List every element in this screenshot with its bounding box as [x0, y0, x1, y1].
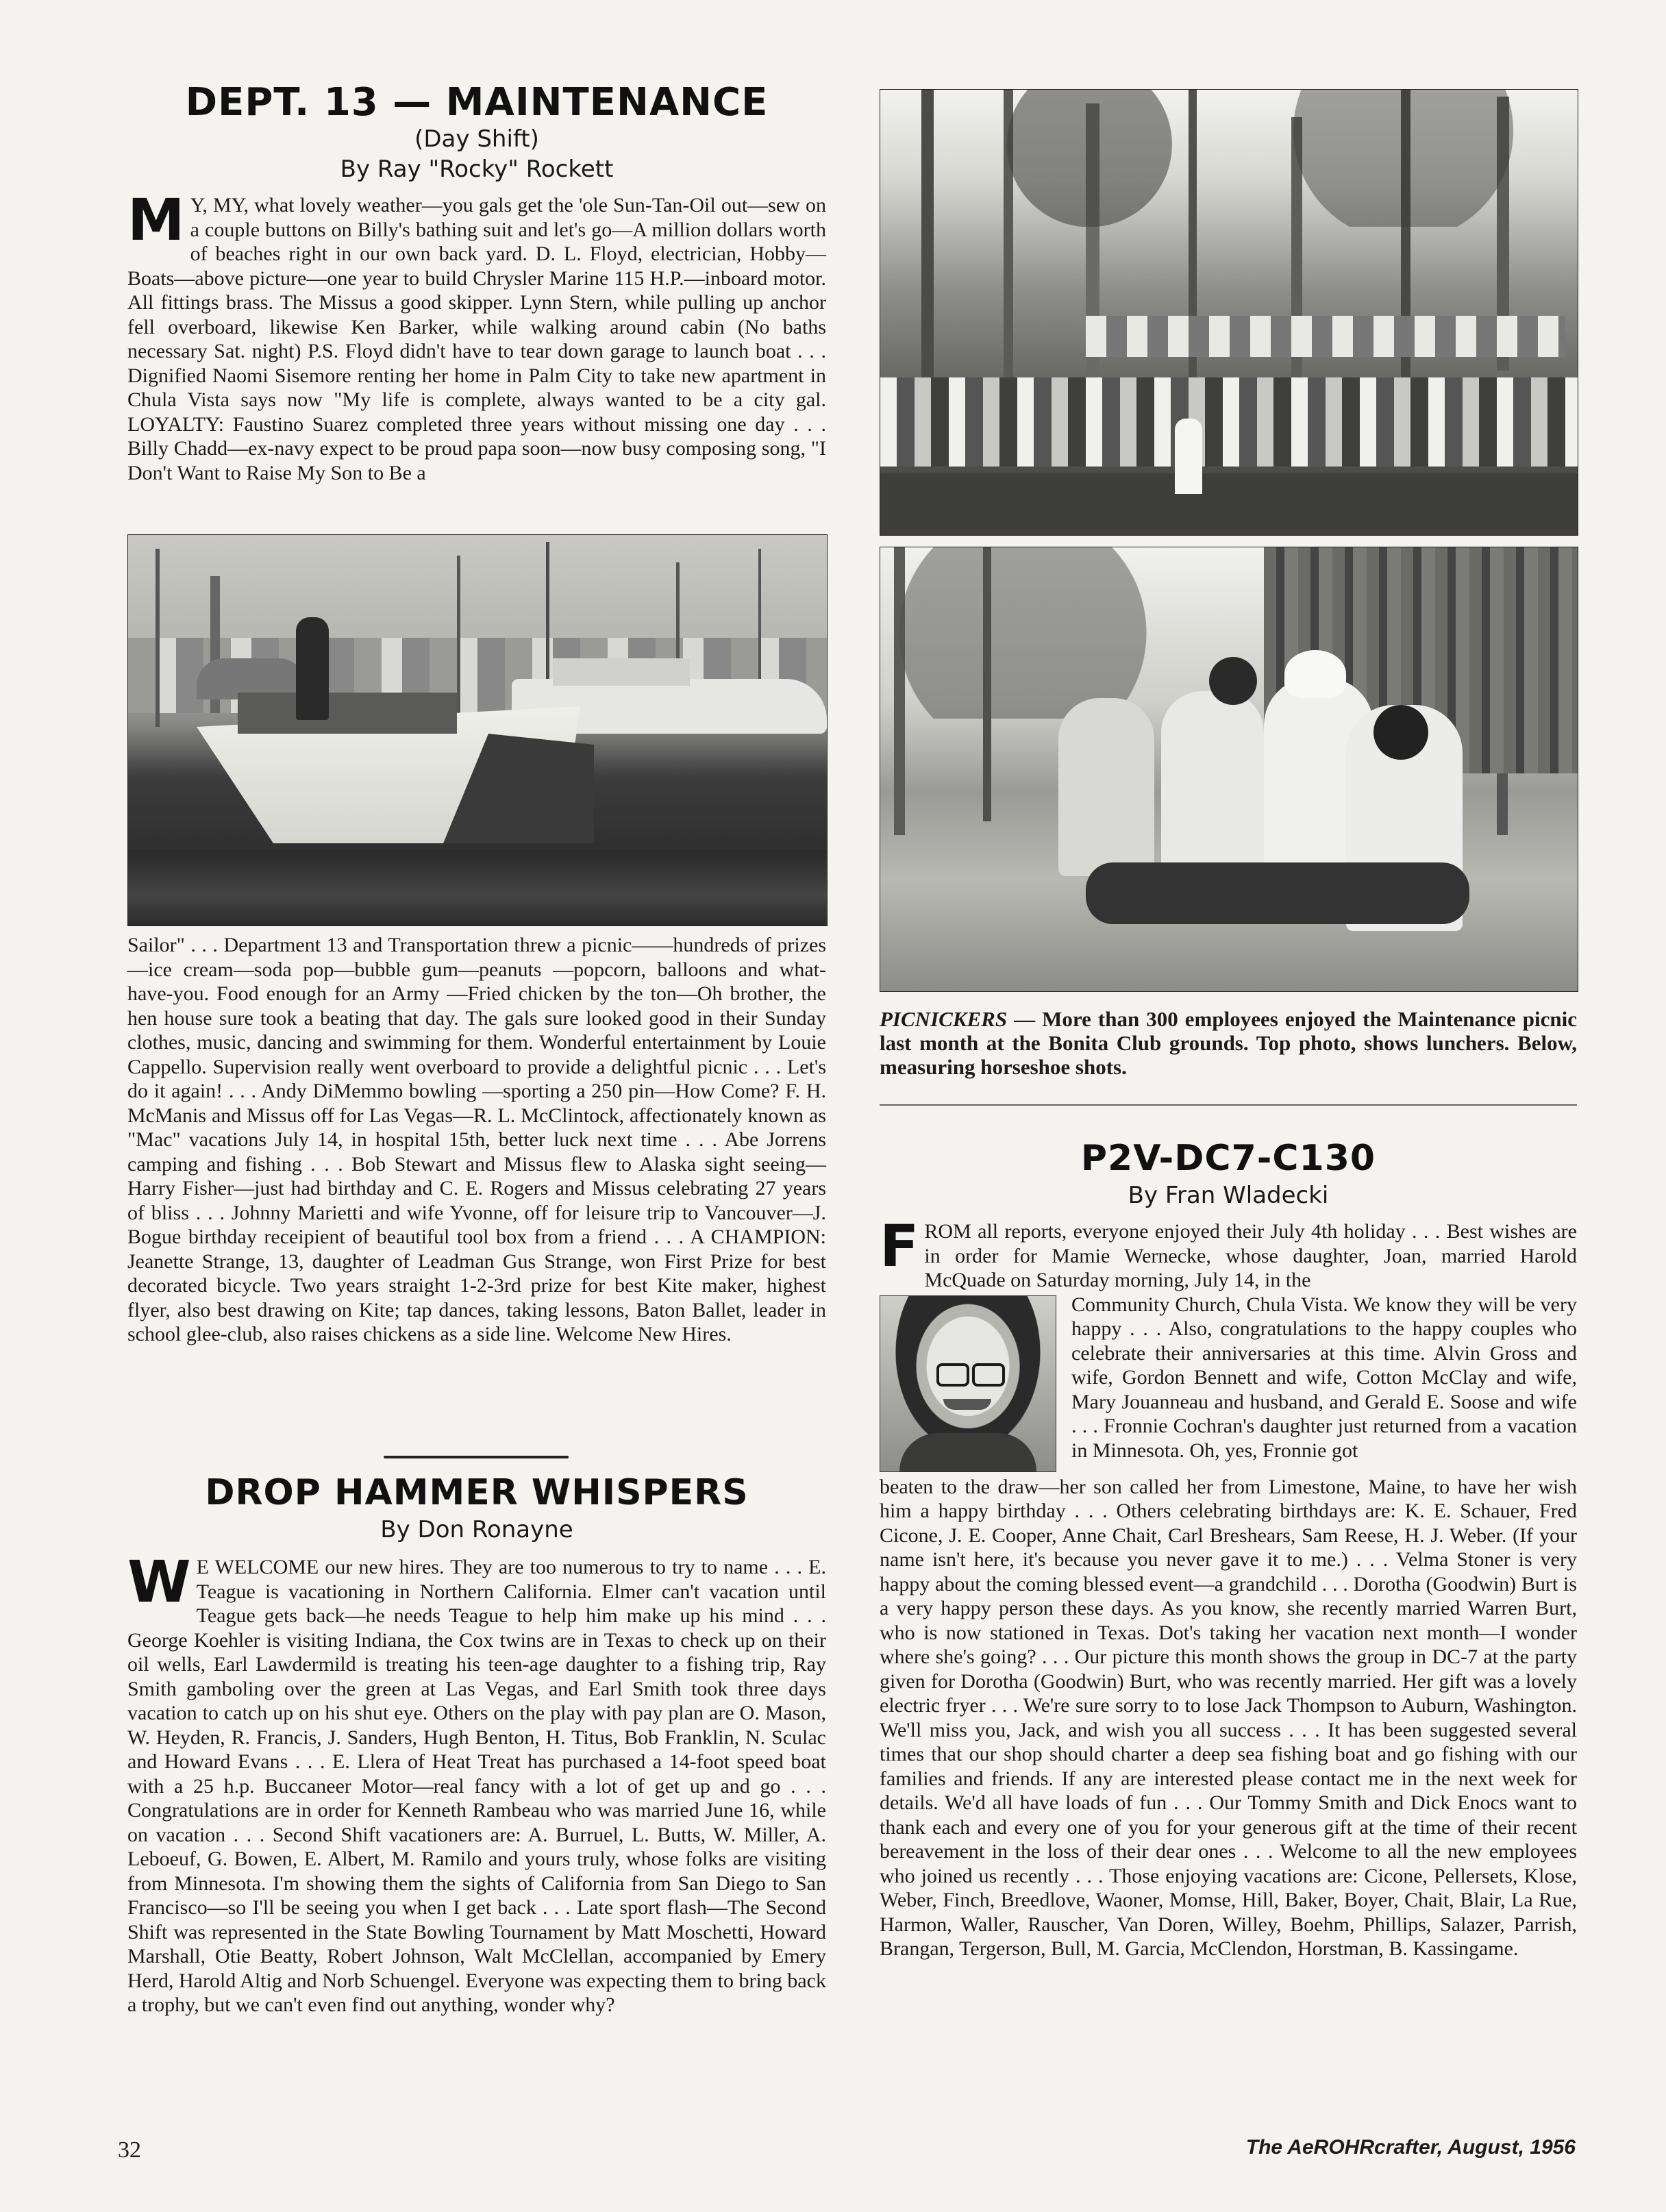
article-title: DEPT. 13 — MAINTENANCE — [185, 80, 769, 125]
article-paragraph: ROM all reports, everyone enjoyed their July 4th holiday . . . Best wishes are in order for Mamie Wernecke, whose daughter, Joan, married Harold McQuade on Saturday morning, July 14, in the — [924, 1220, 1577, 1291]
article-paragraph: Community Church, Chula Vista. We know they will be very happy . . . Also, congratulations to the happy couples who celebrate their anniversaries at this time. Alvin Gross and wife, Gordon Bennett and wife, Cotton McClay and wife, Mary Jouanneau and husband, and Gerald E. Soose and wife . . . Fronnie Cochran's daughter just returned from a vacation in Minnesota. Oh, yes, Fronnie got — [1071, 1293, 1577, 1462]
article-body — [880, 1213, 1577, 1293]
article-paragraph: Sailor" . . . Department 13 and Transportation threw a picnic——hundreds of prizes—ice cream—soda pop—bubble gum—peanuts —popcorn, balloons and what-have-you. Food enough for an Army —Fried chicken by the ton—Oh brother, the hen house sure took a beating that day. The gals sure looked good in their Sunday clothes, music, dancing and swimming for them. Wonderful entertainment by Louie Cappello. Supervision really went overboard to provide a delightful picnic . . . Let's do it again! . . . Andy DiMemmo bowling —sporting a 250 pin—How Come? F. H. McManis and Missus off for Las Vegas—R. L. McClintock, affectionately known as "Mac" vacations July 14, in hospital 15th, better luck next time . . . Abe Jorrens camping and fishing . . . Bob Stewart and Missus flew to Alaska sight seeing—Harry Fisher—just had birthday and C. E. Rogers and Missus celebrating 27 years of bliss . . . Johnny Marietti and wife Yvonne, off for leisure trip to Vancouver—J. Bogue birthday receipient of beautiful tool box from a friend . . . A CHAMPION: Jeanette Strange, 13, daughter of Leadman Gus Strange, won First Prize for best decorated bicycle. Two years straight 1-2-3rd prize for best Kite maker, highest flyer, also best drawing on Kite; tap dances, taking lessons, Baton Ballet, leader in school glee-club, also raises chickens as a side line. Welcome New Hires. — [127, 934, 826, 1345]
drop-cap: W — [127, 1548, 191, 1615]
article-dept13 — [127, 81, 826, 485]
article-byline: By Ray "Rocky" Rockett — [340, 156, 614, 183]
drop-cap: F — [880, 1213, 919, 1280]
article-byline: By Fran Wladecki — [1128, 1182, 1329, 1209]
article-p2v — [880, 1137, 1577, 1961]
section-divider — [880, 1104, 1577, 1106]
caption-text: — More than 300 employees enjoyed the Maintenance picnic last month at the Bonita Club grounds. Top photo, shows lunchers. Below, measuring horseshoe shots. — [880, 1007, 1577, 1079]
article-title: DROP HAMMER WHISPERS — [205, 1472, 749, 1513]
article-subtitle: (Day Shift) — [414, 125, 539, 153]
article-byline: By Don Ronayne — [380, 1516, 573, 1543]
article-paragraph: E WELCOME our new hires. They are too numerous to try to name . . . E. Teague is vacationing in Northern California. Elmer can't vacation until Teague gets back—he needs Teague to help him make up his mind . . . George Koehler is visiting Indiana, the Cox twins are in Texas to check up on their oil wells, Earl Lawdermild is treating his teen-age daughter to a fishing trip, Ray Smith gamboling over the green at Las Vegas, and Earl Smith took three days vacation to catch up on his shut eye. Others on the play with pay plan are O. Mason, W. Heyden, R. Francis, J. Sanders, Hugh Benton, H. Titus, Bob Franklin, N. Sculac and Howard Evans . . . E. Llera of Heat Treat has purchased a 14-foot speed boat with a 25 h.p. Buccaneer Motor—real fancy with a lot of get up and go . . . Congratulations are in order for Kenneth Rambeau who was married June 16, while on vacation . . . Second Shift vacationers are: A. Burruel, L. Butts, W. Miller, A. Leboeuf, G. Bowen, E. Albert, M. Ramilo and yours truly, whose folks are visiting from Minnesota. I'm showing them the sights of California from San Diego to San Francisco—so I'll be seeing you when I get back . . . Late sport flash—The Second Shift was represented in the State Bowling Tournament by Matt Moschetti, Howard Marshall, Otie Beatty, Robert Johnson, Walt McClellan, accompanied by Emery Herd, Harold Altig and Norb Schuengel. Everyone was expecting them to bring back a trophy, but we can't even find out anything, wonder why? — [127, 1556, 826, 2016]
publication-footer: The AeROHRcrafter, August, 1956 — [1245, 2136, 1576, 2159]
boat-photo — [127, 534, 828, 926]
drop-cap: M — [127, 186, 185, 253]
section-divider — [384, 1456, 569, 1458]
article-body — [127, 186, 826, 485]
article-drop-hammer — [127, 1471, 826, 2017]
author-portrait — [880, 1295, 1056, 1472]
article-paragraph: Y, MY, what lovely weather—you gals get the 'ole Sun-Tan-Oil out—sew on a couple buttons on Billy's bathing suit and let's go—A million dollars worth of beaches right in our own back yard. D. L. Floyd, electrician, Hobby—Boats—above picture—one year to build Chrysler Marine 115 H.P.—inboard motor. All fittings brass. The Missus a good skipper. Lynn Stern, while pulling up anchor fell overboard, likewise Ken Barker, while walking around cabin (No baths necessary Sat. night) P.S. Floyd didn't have to tear down garage to launch boat . . . Dignified Naomi Sisemore renting her home in Palm City to take new apartment in Chula Vista says now "My life is complete, always wanted to be a city gal. LOYALTY: Faustino Suarez completed three years without missing one day . . . Billy Chadd—ex-navy expect to be proud papa soon—now busy composing song, "I Don't Want to Raise My Son to Be a — [127, 194, 826, 484]
article-body — [127, 1548, 826, 2017]
picnic-horseshoe-photo — [880, 547, 1578, 992]
article-paragraph: beaten to the draw—her son called her from Limestone, Maine, to have her wish him a happy birthday . . . Others celebrating birthdays are: K. E. Schauer, Fred Cicone, J. E. Cooper, Anne Chait, Carl Breshears, Sam Reese, H. J. Weber. (If your name isn't here, it's because you never gave it to me.) . . . Velma Stoner is very happy about the coming blessed event—a grandchild . . . Dorotha (Goodwin) Burt is a very happy person these days. As you know, she recently married Warren Burt, who is now stationed in Texas. Dot's taking her vacation next month—I wonder where she's going? . . . Our picture this month shows the group in DC-7 at the party given for Dorotha (Goodwin) Burt, who was recently married. Her gift was a lovely electric fryer . . . We're sure sorry to to lose Jack Thompson to Auburn, Washington. We'll miss you, Jack, and wish you all success . . . It has been suggested several times that our shop should charter a deep sea fishing boat and go fishing with our families and friends. If any are interested please contact me in the next week for details. We'd all have loads of fun . . . Our Tommy Smith and Dick Enocs want to thank each and every one of you for your generous gift at the time of their recent bereavement in the loss of their dear ones . . . Welcome to all the new employees who joined us recently . . . Those enjoying vacations are: Cicone, Pellersets, Klose, Weber, Finch, Breedlove, Waoner, Momse, Hill, Baker, Boyer, Chait, Blair, La Rue, Harmon, Waller, Rauscher, Van Doren, Willey, Boehm, Phillips, Salazer, Parrish, Brangan, Tergerson, Bull, M. Garcia, McClendon, Horstman, B. Kassingame. — [880, 1475, 1577, 1960]
article-dept13-continued — [127, 933, 826, 1347]
page-number: 32 — [118, 2137, 141, 2163]
picnic-lunchers-photo — [880, 89, 1578, 536]
article-title: P2V-DC7-C130 — [1080, 1138, 1376, 1179]
photo-caption — [880, 1007, 1577, 1079]
caption-lead: PICNICKERS — [880, 1007, 1008, 1031]
